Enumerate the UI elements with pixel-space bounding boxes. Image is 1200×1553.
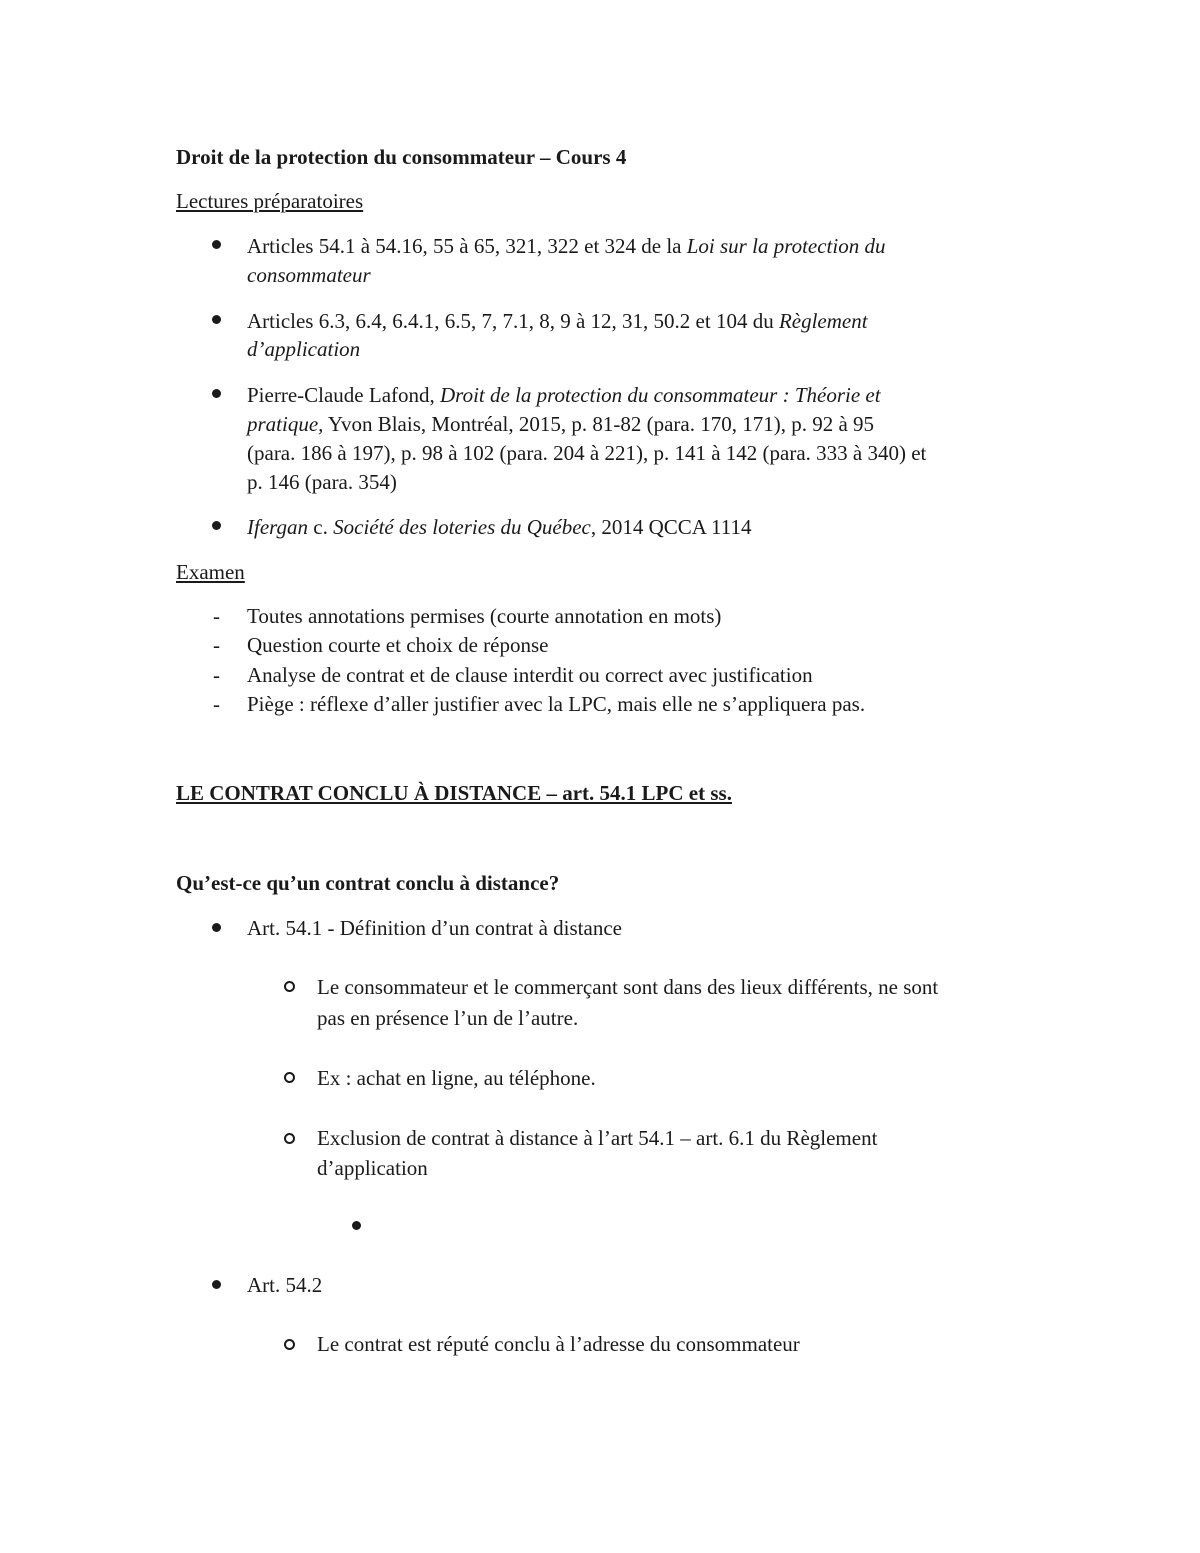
reading-item-3-publisher: Yvon Blais, Montréal, 2015, p. 81-82 (para. 170, 171), p. 92 à 95	[323, 412, 875, 436]
reading-item-2-line-1	[247, 306, 868, 336]
bullet-icon	[212, 389, 221, 398]
circle-bullet-icon	[284, 1133, 295, 1144]
reading-item-3-line-3: (para. 186 à 197), p. 98 à 102 (para. 204 à 221), p. 141 à 142 (para. 333 à 340) et	[247, 441, 927, 465]
bullet-icon	[212, 521, 221, 530]
reading-item-3-line-4: p. 146 (para. 354)	[247, 470, 397, 494]
reading-item-1-law-title: Loi sur la protection du	[686, 234, 886, 258]
exam-item-1: Toutes annotations permises (courte annotation en mots)	[247, 604, 722, 628]
reading-item-1-line-2	[247, 260, 371, 290]
exam-heading: Examen	[176, 560, 245, 584]
sub-item-4: Le contrat est réputé conclu à l’adresse du consommateur	[317, 1332, 800, 1356]
readings-heading: Lectures préparatoires	[176, 189, 364, 213]
reading-item-4	[247, 512, 752, 542]
sub-item-3-line-1: Exclusion de contrat à distance à l’art 54.1 – art. 6.1 du Règlement	[317, 1126, 878, 1150]
bullet-icon	[212, 1280, 221, 1289]
reading-item-4-citation: , 2014 QCCA 1114	[590, 515, 752, 539]
section-heading: LE CONTRAT CONCLU À DISTANCE – art. 54.1 LPC et ss.	[176, 781, 732, 805]
exam-item-4: Piège : réflexe d’aller justifier avec la LPC, mais elle ne s’appliquera pas.	[247, 692, 866, 716]
reading-item-2-regulation: Règlement	[778, 309, 868, 333]
art-54-1: Art. 54.1 - Définition d’un contrat à distance	[247, 916, 622, 940]
dash-marker: -	[213, 692, 220, 716]
bullet-icon	[212, 240, 221, 249]
dash-marker: -	[213, 633, 220, 657]
bullet-icon	[212, 923, 221, 932]
reading-item-1-law-title-cont: consommateur	[247, 263, 371, 287]
reading-item-1-text: Articles 54.1 à 54.16, 55 à 65, 321, 322 et 324 de la	[247, 234, 687, 258]
reading-item-2-regulation-cont: d’application	[247, 337, 361, 361]
sub-item-1-line-2: pas en présence l’un de l’autre.	[317, 1006, 579, 1030]
reading-item-3-author: Pierre-Claude Lafond,	[247, 383, 441, 407]
reading-item-3-book-title: Droit de la protection du consommateur : Théorie et	[440, 383, 881, 407]
exam-item-3: Analyse de contrat et de clause interdit ou correct avec justification	[247, 663, 813, 687]
dash-marker: -	[213, 604, 220, 628]
circle-bullet-icon	[284, 981, 295, 992]
reading-item-3-line-1	[247, 380, 881, 410]
circle-bullet-icon	[284, 1339, 295, 1350]
sub-item-3-line-2: d’application	[317, 1156, 428, 1180]
sub-item-1-line-1: Le consommateur et le commerçant sont dans des lieux différents, ne sont	[317, 975, 939, 999]
document-title: Droit de la protection du consommateur – Cours 4	[176, 145, 627, 169]
reading-item-4-versus: c.	[308, 515, 334, 539]
art-54-2: Art. 54.2	[247, 1273, 323, 1297]
bullet-icon	[352, 1221, 361, 1230]
bullet-icon	[212, 315, 221, 324]
reading-item-3-book-title-cont: pratique,	[247, 412, 324, 436]
exam-item-2: Question courte et choix de réponse	[247, 633, 549, 657]
circle-bullet-icon	[284, 1072, 295, 1083]
reading-item-4-party-2: Société des loteries du Québec	[333, 515, 591, 539]
reading-item-3-line-2	[247, 409, 874, 439]
dash-marker: -	[213, 663, 220, 687]
reading-item-2-text: Articles 6.3, 6.4, 6.4.1, 6.5, 7, 7.1, 8, 9 à 12, 31, 50.2 et 104 du	[247, 309, 779, 333]
reading-item-4-party: Ifergan	[247, 515, 309, 539]
section-question: Qu’est-ce qu’un contrat conclu à distance?	[176, 871, 560, 895]
reading-item-2-line-2	[247, 334, 360, 364]
sub-item-2: Ex : achat en ligne, au téléphone.	[317, 1066, 596, 1090]
reading-item-1-line-1	[247, 231, 885, 261]
